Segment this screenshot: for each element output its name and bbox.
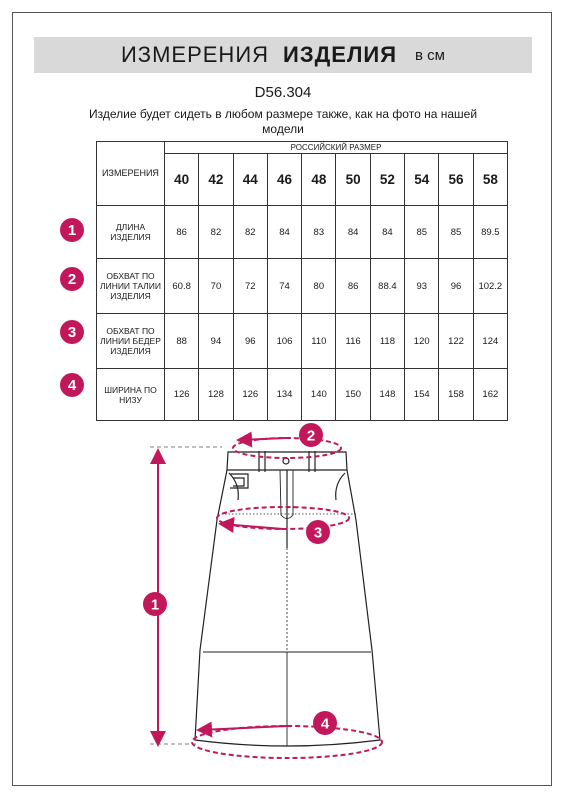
row-label: ОБХВАТ ПО ЛИНИИ БЕДЕР ИЗДЕЛИЯ [97,314,165,369]
row-number-badge: 4 [60,373,84,397]
table-cell: 85 [439,206,473,259]
table-cell: 106 [267,314,301,369]
table-cell: 154 [405,369,439,421]
table-cell: 102.2 [473,259,507,314]
table-cell: 70 [199,259,233,314]
table-cell: 96 [439,259,473,314]
table-cell: 84 [336,206,370,259]
table-cell: 120 [405,314,439,369]
table-cell: 89.5 [473,206,507,259]
table-cell: 116 [336,314,370,369]
hip-measure [217,507,349,529]
size-header: 48 [302,154,336,206]
table-cell: 140 [302,369,336,421]
marker-label: 1 [150,596,160,614]
table-cell: 72 [233,259,267,314]
table-cell: 84 [267,206,301,259]
size-header: 56 [439,154,473,206]
fit-note: Изделие будет сидеть в любом размере также, как на фото на нашей модели [88,107,478,136]
diagram-marker-2 [299,423,323,447]
article-code: D56.304 [254,84,312,101]
table-cell: 150 [336,369,370,421]
table-cell: 128 [199,369,233,421]
table-cell: 83 [302,206,336,259]
measure-header: ИЗМЕРЕНИЯ [97,142,165,206]
size-header: 46 [267,154,301,206]
table-cell: 88 [165,314,199,369]
table-cell: 94 [199,314,233,369]
table-cell: 82 [199,206,233,259]
table-cell: 118 [370,314,404,369]
row-number-badge: 1 [60,218,84,242]
diagram-marker-3 [306,520,330,544]
waist-measure [233,438,341,458]
table-cell: 74 [267,259,301,314]
size-header: 58 [473,154,507,206]
row-label: ШИРИНА ПО НИЗУ [97,369,165,421]
size-header: 50 [336,154,370,206]
diagram-marker-1 [143,592,167,616]
table-cell: 85 [405,206,439,259]
size-header: 40 [165,154,199,206]
size-group-header: РОССИЙСКИЙ РАЗМЕР [165,142,508,154]
table-cell: 86 [165,206,199,259]
size-header: 52 [370,154,404,206]
table-cell: 148 [370,369,404,421]
row-number-badge: 3 [60,320,84,344]
table-cell: 126 [165,369,199,421]
table-cell: 134 [267,369,301,421]
table-cell: 126 [233,369,267,421]
table-cell: 80 [302,259,336,314]
table-cell: 82 [233,206,267,259]
table-cell: 93 [405,259,439,314]
table-cell: 60.8 [165,259,199,314]
title-units: в см [415,46,445,64]
table-cell: 96 [233,314,267,369]
marker-label: 2 [306,427,316,445]
table-cell: 122 [439,314,473,369]
size-header: 42 [199,154,233,206]
title-regular: ИЗМЕРЕНИЯ [120,42,270,67]
row-label: ОБХВАТ ПО ЛИНИИ ТАЛИИ ИЗДЕЛИЯ [97,259,165,314]
marker-label: 4 [320,715,330,733]
table-cell: 84 [370,206,404,259]
marker-label: 3 [313,524,323,542]
table-cell: 124 [473,314,507,369]
title-bold: ИЗДЕЛИЯ [283,42,398,67]
row-label: ДЛИНА ИЗДЕЛИЯ [97,206,165,259]
size-header: 44 [233,154,267,206]
table-cell: 162 [473,369,507,421]
table-cell: 158 [439,369,473,421]
table-cell: 88.4 [370,259,404,314]
table-cell: 86 [336,259,370,314]
size-header: 54 [405,154,439,206]
diagram-marker-4 [313,711,337,735]
table-cell: 110 [302,314,336,369]
skirt-outline [195,451,380,746]
row-number-badge: 2 [60,267,84,291]
